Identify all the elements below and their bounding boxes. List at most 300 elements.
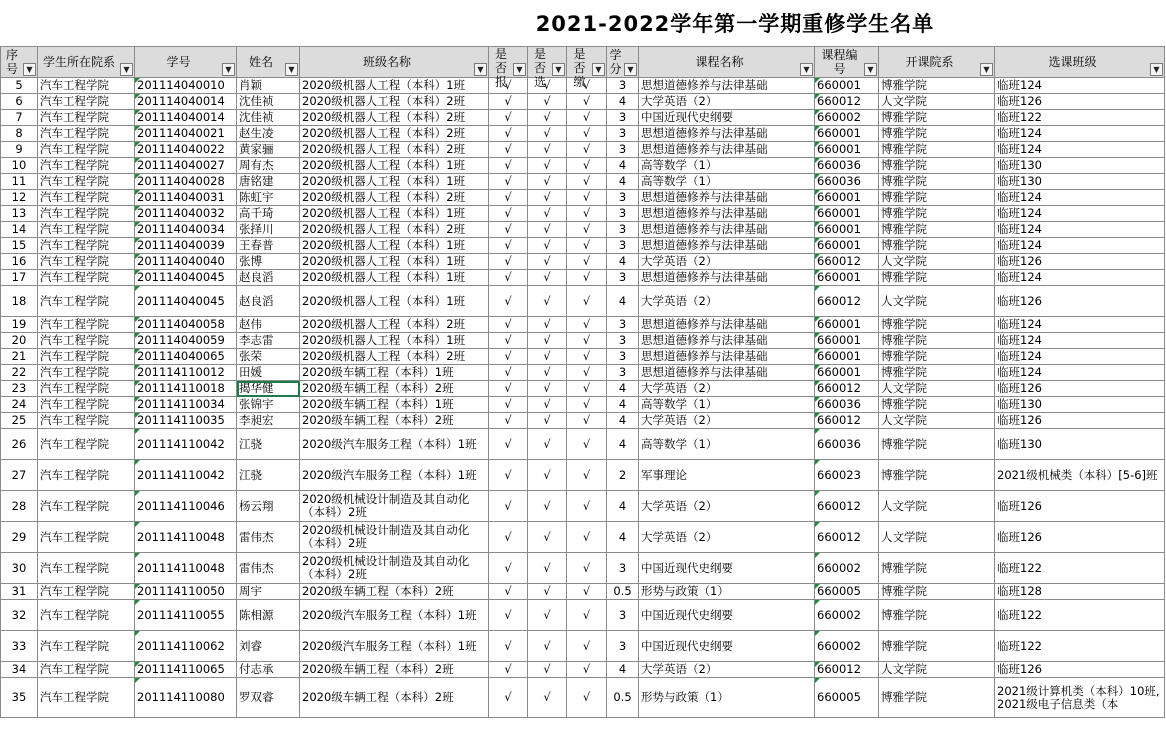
filter-dropdown-icon[interactable]: ▼ bbox=[222, 63, 235, 76]
cell-course[interactable]: 中国近现代史纲要 bbox=[639, 553, 815, 584]
cell-dept[interactable]: 汽车工程学院 bbox=[38, 317, 135, 333]
cell-dept[interactable]: 汽车工程学院 bbox=[38, 270, 135, 286]
cell-name[interactable]: 王春普 bbox=[237, 238, 300, 254]
cell-cls[interactable]: 2020级车辆工程（本科）2班 bbox=[300, 678, 489, 718]
cell-course[interactable]: 思想道德修养与法律基础 bbox=[639, 222, 815, 238]
cell-r2[interactable]: √ bbox=[528, 349, 567, 365]
cell-dept[interactable]: 汽车工程学院 bbox=[38, 429, 135, 460]
cell-credit[interactable]: 0.5 bbox=[607, 584, 639, 600]
cell-r3[interactable]: √ bbox=[567, 381, 607, 397]
cell-dept[interactable]: 汽车工程学院 bbox=[38, 631, 135, 662]
cell-cls[interactable]: 2020级机器人工程（本科）1班 bbox=[300, 174, 489, 190]
cell-no[interactable]: 27 bbox=[1, 460, 38, 491]
cell-cls[interactable]: 2020级机械设计制造及其自动化（本科）2班 bbox=[300, 491, 489, 522]
cell-sid[interactable]: 201114110018 bbox=[135, 381, 237, 397]
cell-r3[interactable]: √ bbox=[567, 270, 607, 286]
cell-r3[interactable]: √ bbox=[567, 78, 607, 94]
cell-no[interactable]: 10 bbox=[1, 158, 38, 174]
cell-sel[interactable]: 临班124 bbox=[995, 333, 1165, 349]
cell-dept[interactable]: 汽车工程学院 bbox=[38, 522, 135, 553]
cell-dept[interactable]: 汽车工程学院 bbox=[38, 397, 135, 413]
cell-cls[interactable]: 2020级机器人工程（本科）2班 bbox=[300, 142, 489, 158]
cell-name[interactable]: 沈佳祯 bbox=[237, 110, 300, 126]
cell-code[interactable]: 660001 bbox=[815, 126, 879, 142]
cell-course[interactable]: 思想道德修养与法律基础 bbox=[639, 190, 815, 206]
cell-dept[interactable]: 汽车工程学院 bbox=[38, 110, 135, 126]
cell-name[interactable]: 张荣 bbox=[237, 349, 300, 365]
cell-dept[interactable]: 汽车工程学院 bbox=[38, 333, 135, 349]
cell-no[interactable]: 17 bbox=[1, 270, 38, 286]
cell-cls[interactable]: 2020级车辆工程（本科）2班 bbox=[300, 413, 489, 429]
cell-dept[interactable]: 汽车工程学院 bbox=[38, 286, 135, 317]
cell-no[interactable]: 33 bbox=[1, 631, 38, 662]
cell-no[interactable]: 32 bbox=[1, 600, 38, 631]
cell-dept[interactable]: 汽车工程学院 bbox=[38, 460, 135, 491]
cell-sid[interactable]: 201114040034 bbox=[135, 222, 237, 238]
cell-dept[interactable]: 汽车工程学院 bbox=[38, 158, 135, 174]
cell-r3[interactable]: √ bbox=[567, 317, 607, 333]
cell-r2[interactable]: √ bbox=[528, 206, 567, 222]
cell-sid[interactable]: 201114110046 bbox=[135, 491, 237, 522]
cell-sid[interactable]: 201114040058 bbox=[135, 317, 237, 333]
cell-course[interactable]: 思想道德修养与法律基础 bbox=[639, 142, 815, 158]
cell-r3[interactable]: √ bbox=[567, 522, 607, 553]
filter-dropdown-icon[interactable]: ▼ bbox=[1150, 63, 1163, 76]
cell-name[interactable]: 江骁 bbox=[237, 429, 300, 460]
cell-r3[interactable]: √ bbox=[567, 365, 607, 381]
cell-r1[interactable]: √ bbox=[489, 365, 528, 381]
cell-credit[interactable]: 3 bbox=[607, 270, 639, 286]
filter-dropdown-icon[interactable]: ▼ bbox=[592, 63, 605, 76]
cell-r3[interactable]: √ bbox=[567, 94, 607, 110]
cell-sel[interactable]: 临班124 bbox=[995, 78, 1165, 94]
cell-cls[interactable]: 2020级机器人工程（本科）2班 bbox=[300, 349, 489, 365]
cell-cls[interactable]: 2020级机器人工程（本科）2班 bbox=[300, 222, 489, 238]
cell-sid[interactable]: 201114040040 bbox=[135, 254, 237, 270]
cell-odept[interactable]: 博雅学院 bbox=[879, 78, 995, 94]
cell-sel[interactable]: 临班124 bbox=[995, 349, 1165, 365]
cell-r2[interactable]: √ bbox=[528, 94, 567, 110]
cell-sel[interactable]: 临班130 bbox=[995, 158, 1165, 174]
cell-r2[interactable]: √ bbox=[528, 190, 567, 206]
cell-r2[interactable]: √ bbox=[528, 126, 567, 142]
cell-cls[interactable]: 2020级车辆工程（本科）2班 bbox=[300, 662, 489, 678]
cell-r3[interactable]: √ bbox=[567, 206, 607, 222]
cell-r3[interactable]: √ bbox=[567, 174, 607, 190]
cell-r2[interactable]: √ bbox=[528, 238, 567, 254]
cell-code[interactable]: 660012 bbox=[815, 522, 879, 553]
cell-no[interactable]: 9 bbox=[1, 142, 38, 158]
cell-name[interactable]: 唐铭建 bbox=[237, 174, 300, 190]
cell-dept[interactable]: 汽车工程学院 bbox=[38, 491, 135, 522]
cell-code[interactable]: 660012 bbox=[815, 254, 879, 270]
cell-no[interactable]: 35 bbox=[1, 678, 38, 718]
cell-sel[interactable]: 临班126 bbox=[995, 491, 1165, 522]
cell-name[interactable]: 揭华健 bbox=[237, 381, 300, 397]
cell-no[interactable]: 31 bbox=[1, 584, 38, 600]
cell-sel[interactable]: 临班126 bbox=[995, 413, 1165, 429]
cell-sid[interactable]: 201114110042 bbox=[135, 429, 237, 460]
cell-sid[interactable]: 201114040014 bbox=[135, 110, 237, 126]
cell-no[interactable]: 6 bbox=[1, 94, 38, 110]
cell-sel[interactable]: 临班124 bbox=[995, 190, 1165, 206]
cell-dept[interactable]: 汽车工程学院 bbox=[38, 190, 135, 206]
cell-sel[interactable]: 临班126 bbox=[995, 662, 1165, 678]
cell-r1[interactable]: √ bbox=[489, 600, 528, 631]
cell-no[interactable]: 12 bbox=[1, 190, 38, 206]
cell-code[interactable]: 660036 bbox=[815, 158, 879, 174]
cell-r1[interactable]: √ bbox=[489, 460, 528, 491]
cell-odept[interactable]: 博雅学院 bbox=[879, 333, 995, 349]
cell-r3[interactable]: √ bbox=[567, 254, 607, 270]
cell-r1[interactable]: √ bbox=[489, 110, 528, 126]
cell-sel[interactable]: 临班122 bbox=[995, 110, 1165, 126]
cell-credit[interactable]: 3 bbox=[607, 222, 639, 238]
cell-r3[interactable]: √ bbox=[567, 190, 607, 206]
cell-r3[interactable]: √ bbox=[567, 222, 607, 238]
cell-course[interactable]: 高等数学（1） bbox=[639, 174, 815, 190]
cell-r2[interactable]: √ bbox=[528, 381, 567, 397]
cell-r2[interactable]: √ bbox=[528, 365, 567, 381]
cell-code[interactable]: 660005 bbox=[815, 584, 879, 600]
cell-odept[interactable]: 博雅学院 bbox=[879, 349, 995, 365]
cell-odept[interactable]: 人文学院 bbox=[879, 94, 995, 110]
cell-name[interactable]: 高千琦 bbox=[237, 206, 300, 222]
cell-code[interactable]: 660001 bbox=[815, 333, 879, 349]
cell-course[interactable]: 高等数学（1） bbox=[639, 429, 815, 460]
cell-cls[interactable]: 2020级机器人工程（本科）1班 bbox=[300, 206, 489, 222]
cell-odept[interactable]: 博雅学院 bbox=[879, 429, 995, 460]
cell-cls[interactable]: 2020级汽车服务工程（本科）1班 bbox=[300, 429, 489, 460]
cell-course[interactable]: 大学英语（2） bbox=[639, 522, 815, 553]
cell-no[interactable]: 21 bbox=[1, 349, 38, 365]
cell-course[interactable]: 思想道德修养与法律基础 bbox=[639, 365, 815, 381]
cell-odept[interactable]: 博雅学院 bbox=[879, 678, 995, 718]
cell-r2[interactable]: √ bbox=[528, 270, 567, 286]
cell-r1[interactable]: √ bbox=[489, 397, 528, 413]
cell-code[interactable]: 660002 bbox=[815, 110, 879, 126]
cell-credit[interactable]: 3 bbox=[607, 126, 639, 142]
filter-dropdown-icon[interactable]: ▼ bbox=[23, 63, 36, 76]
cell-code[interactable]: 660012 bbox=[815, 662, 879, 678]
cell-credit[interactable]: 3 bbox=[607, 317, 639, 333]
cell-cls[interactable]: 2020级机器人工程（本科）1班 bbox=[300, 158, 489, 174]
cell-credit[interactable]: 3 bbox=[607, 553, 639, 584]
cell-r3[interactable]: √ bbox=[567, 584, 607, 600]
cell-name[interactable]: 张博 bbox=[237, 254, 300, 270]
cell-code[interactable]: 660002 bbox=[815, 600, 879, 631]
cell-name[interactable]: 肖颖 bbox=[237, 78, 300, 94]
cell-r2[interactable]: √ bbox=[528, 413, 567, 429]
cell-cls[interactable]: 2020级机器人工程（本科）2班 bbox=[300, 190, 489, 206]
filter-dropdown-icon[interactable]: ▼ bbox=[980, 63, 993, 76]
cell-r2[interactable]: √ bbox=[528, 397, 567, 413]
cell-code[interactable]: 660012 bbox=[815, 491, 879, 522]
cell-odept[interactable]: 人文学院 bbox=[879, 491, 995, 522]
cell-credit[interactable]: 2 bbox=[607, 460, 639, 491]
cell-r1[interactable]: √ bbox=[489, 678, 528, 718]
cell-cls[interactable]: 2020级机器人工程（本科）2班 bbox=[300, 94, 489, 110]
cell-name[interactable]: 沈佳祯 bbox=[237, 94, 300, 110]
cell-no[interactable]: 29 bbox=[1, 522, 38, 553]
cell-sel[interactable]: 临班126 bbox=[995, 94, 1165, 110]
cell-credit[interactable]: 4 bbox=[607, 254, 639, 270]
cell-credit[interactable]: 3 bbox=[607, 78, 639, 94]
cell-sid[interactable]: 201114040028 bbox=[135, 174, 237, 190]
cell-sid[interactable]: 201114040032 bbox=[135, 206, 237, 222]
cell-code[interactable]: 660023 bbox=[815, 460, 879, 491]
cell-credit[interactable]: 3 bbox=[607, 349, 639, 365]
cell-credit[interactable]: 3 bbox=[607, 190, 639, 206]
cell-r2[interactable]: √ bbox=[528, 522, 567, 553]
cell-course[interactable]: 中国近现代史纲要 bbox=[639, 631, 815, 662]
cell-r3[interactable]: √ bbox=[567, 429, 607, 460]
cell-r1[interactable]: √ bbox=[489, 333, 528, 349]
cell-no[interactable]: 11 bbox=[1, 174, 38, 190]
cell-course[interactable]: 形势与政策（1） bbox=[639, 678, 815, 718]
cell-code[interactable]: 660012 bbox=[815, 286, 879, 317]
cell-sel[interactable]: 临班124 bbox=[995, 270, 1165, 286]
cell-sel[interactable]: 临班126 bbox=[995, 286, 1165, 317]
cell-sid[interactable]: 201114110034 bbox=[135, 397, 237, 413]
cell-r1[interactable]: √ bbox=[489, 317, 528, 333]
cell-no[interactable]: 28 bbox=[1, 491, 38, 522]
cell-course[interactable]: 大学英语（2） bbox=[639, 381, 815, 397]
cell-credit[interactable]: 3 bbox=[607, 142, 639, 158]
cell-no[interactable]: 20 bbox=[1, 333, 38, 349]
cell-sel[interactable]: 临班130 bbox=[995, 174, 1165, 190]
cell-name[interactable]: 赵生凌 bbox=[237, 126, 300, 142]
cell-course[interactable]: 大学英语（2） bbox=[639, 662, 815, 678]
cell-dept[interactable]: 汽车工程学院 bbox=[38, 584, 135, 600]
cell-code[interactable]: 660001 bbox=[815, 238, 879, 254]
cell-dept[interactable]: 汽车工程学院 bbox=[38, 678, 135, 718]
cell-course[interactable]: 大学英语（2） bbox=[639, 413, 815, 429]
cell-name[interactable]: 杨云翔 bbox=[237, 491, 300, 522]
cell-sel[interactable]: 临班124 bbox=[995, 222, 1165, 238]
cell-cls[interactable]: 2020级机器人工程（本科）2班 bbox=[300, 110, 489, 126]
cell-name[interactable]: 张择川 bbox=[237, 222, 300, 238]
cell-code[interactable]: 660002 bbox=[815, 631, 879, 662]
cell-cls[interactable]: 2020级汽车服务工程（本科）1班 bbox=[300, 460, 489, 491]
cell-name[interactable]: 周宇 bbox=[237, 584, 300, 600]
cell-cls[interactable]: 2020级机器人工程（本科）1班 bbox=[300, 254, 489, 270]
cell-odept[interactable]: 博雅学院 bbox=[879, 365, 995, 381]
cell-code[interactable]: 660012 bbox=[815, 381, 879, 397]
cell-course[interactable]: 思想道德修养与法律基础 bbox=[639, 349, 815, 365]
cell-r3[interactable]: √ bbox=[567, 158, 607, 174]
cell-sid[interactable]: 201114110055 bbox=[135, 600, 237, 631]
cell-sid[interactable]: 201114040022 bbox=[135, 142, 237, 158]
cell-cls[interactable]: 2020级汽车服务工程（本科）1班 bbox=[300, 600, 489, 631]
cell-sel[interactable]: 临班122 bbox=[995, 600, 1165, 631]
cell-dept[interactable]: 汽车工程学院 bbox=[38, 553, 135, 584]
cell-odept[interactable]: 博雅学院 bbox=[879, 270, 995, 286]
cell-sid[interactable]: 201114110035 bbox=[135, 413, 237, 429]
cell-code[interactable]: 660002 bbox=[815, 553, 879, 584]
cell-cls[interactable]: 2020级机器人工程（本科）1班 bbox=[300, 78, 489, 94]
cell-code[interactable]: 660001 bbox=[815, 190, 879, 206]
cell-sel[interactable]: 临班122 bbox=[995, 553, 1165, 584]
cell-r2[interactable]: √ bbox=[528, 491, 567, 522]
cell-r1[interactable]: √ bbox=[489, 158, 528, 174]
cell-r1[interactable]: √ bbox=[489, 126, 528, 142]
cell-sel[interactable]: 临班128 bbox=[995, 584, 1165, 600]
cell-r1[interactable]: √ bbox=[489, 206, 528, 222]
cell-sid[interactable]: 201114110048 bbox=[135, 522, 237, 553]
cell-name[interactable]: 陈相源 bbox=[237, 600, 300, 631]
cell-odept[interactable]: 博雅学院 bbox=[879, 174, 995, 190]
cell-sid[interactable]: 201114040010 bbox=[135, 78, 237, 94]
cell-sid[interactable]: 201114040065 bbox=[135, 349, 237, 365]
cell-sel[interactable]: 临班126 bbox=[995, 381, 1165, 397]
cell-cls[interactable]: 2020级机械设计制造及其自动化（本科）2班 bbox=[300, 522, 489, 553]
cell-odept[interactable]: 博雅学院 bbox=[879, 600, 995, 631]
cell-r2[interactable]: √ bbox=[528, 286, 567, 317]
cell-r2[interactable]: √ bbox=[528, 254, 567, 270]
cell-odept[interactable]: 博雅学院 bbox=[879, 126, 995, 142]
cell-r3[interactable]: √ bbox=[567, 662, 607, 678]
cell-cls[interactable]: 2020级汽车服务工程（本科）1班 bbox=[300, 631, 489, 662]
cell-sid[interactable]: 201114110050 bbox=[135, 584, 237, 600]
cell-code[interactable]: 660012 bbox=[815, 94, 879, 110]
cell-credit[interactable]: 3 bbox=[607, 333, 639, 349]
cell-odept[interactable]: 博雅学院 bbox=[879, 110, 995, 126]
cell-r1[interactable]: √ bbox=[489, 662, 528, 678]
cell-odept[interactable]: 人文学院 bbox=[879, 413, 995, 429]
cell-sid[interactable]: 201114040045 bbox=[135, 286, 237, 317]
cell-r1[interactable]: √ bbox=[489, 94, 528, 110]
cell-course[interactable]: 大学英语（2） bbox=[639, 254, 815, 270]
cell-dept[interactable]: 汽车工程学院 bbox=[38, 206, 135, 222]
cell-r1[interactable]: √ bbox=[489, 190, 528, 206]
cell-name[interactable]: 李志雷 bbox=[237, 333, 300, 349]
cell-code[interactable]: 660036 bbox=[815, 429, 879, 460]
cell-course[interactable]: 思想道德修养与法律基础 bbox=[639, 317, 815, 333]
cell-sel[interactable]: 临班124 bbox=[995, 142, 1165, 158]
cell-no[interactable]: 5 bbox=[1, 78, 38, 94]
cell-credit[interactable]: 3 bbox=[607, 600, 639, 631]
cell-no[interactable]: 34 bbox=[1, 662, 38, 678]
filter-active-icon[interactable]: ▼ bbox=[120, 63, 133, 76]
cell-name[interactable]: 赵伟 bbox=[237, 317, 300, 333]
cell-sel[interactable]: 临班124 bbox=[995, 365, 1165, 381]
cell-cls[interactable]: 2020级机器人工程（本科）1班 bbox=[300, 333, 489, 349]
cell-r2[interactable]: √ bbox=[528, 662, 567, 678]
cell-no[interactable]: 19 bbox=[1, 317, 38, 333]
cell-cls[interactable]: 2020级车辆工程（本科）2班 bbox=[300, 381, 489, 397]
cell-dept[interactable]: 汽车工程学院 bbox=[38, 413, 135, 429]
cell-r2[interactable]: √ bbox=[528, 78, 567, 94]
cell-dept[interactable]: 汽车工程学院 bbox=[38, 349, 135, 365]
cell-sel[interactable]: 临班130 bbox=[995, 429, 1165, 460]
cell-cls[interactable]: 2020级机器人工程（本科）1班 bbox=[300, 286, 489, 317]
cell-r3[interactable]: √ bbox=[567, 491, 607, 522]
cell-r1[interactable]: √ bbox=[489, 631, 528, 662]
cell-r3[interactable]: √ bbox=[567, 238, 607, 254]
cell-sel[interactable]: 临班124 bbox=[995, 238, 1165, 254]
cell-sid[interactable]: 201114040014 bbox=[135, 94, 237, 110]
cell-cls[interactable]: 2020级机械设计制造及其自动化（本科）2班 bbox=[300, 553, 489, 584]
cell-cls[interactable]: 2020级机器人工程（本科）1班 bbox=[300, 270, 489, 286]
cell-course[interactable]: 中国近现代史纲要 bbox=[639, 600, 815, 631]
cell-r2[interactable]: √ bbox=[528, 460, 567, 491]
cell-sel[interactable]: 2021级计算机类（本科）10班,2021级电子信息类（本 bbox=[995, 678, 1165, 718]
cell-course[interactable]: 思想道德修养与法律基础 bbox=[639, 238, 815, 254]
cell-dept[interactable]: 汽车工程学院 bbox=[38, 174, 135, 190]
cell-sid[interactable]: 201114040039 bbox=[135, 238, 237, 254]
cell-code[interactable]: 660001 bbox=[815, 349, 879, 365]
cell-r1[interactable]: √ bbox=[489, 142, 528, 158]
cell-no[interactable]: 8 bbox=[1, 126, 38, 142]
cell-sel[interactable]: 临班124 bbox=[995, 206, 1165, 222]
cell-r2[interactable]: √ bbox=[528, 631, 567, 662]
cell-name[interactable]: 雷伟杰 bbox=[237, 522, 300, 553]
cell-credit[interactable]: 4 bbox=[607, 286, 639, 317]
cell-sid[interactable]: 201114110042 bbox=[135, 460, 237, 491]
cell-credit[interactable]: 4 bbox=[607, 522, 639, 553]
cell-r3[interactable]: √ bbox=[567, 678, 607, 718]
cell-dept[interactable]: 汽车工程学院 bbox=[38, 600, 135, 631]
cell-no[interactable]: 13 bbox=[1, 206, 38, 222]
cell-r2[interactable]: √ bbox=[528, 110, 567, 126]
cell-r1[interactable]: √ bbox=[489, 584, 528, 600]
cell-credit[interactable]: 3 bbox=[607, 238, 639, 254]
filter-dropdown-icon[interactable]: ▼ bbox=[513, 63, 526, 76]
cell-r1[interactable]: √ bbox=[489, 270, 528, 286]
cell-r1[interactable]: √ bbox=[489, 413, 528, 429]
cell-dept[interactable]: 汽车工程学院 bbox=[38, 254, 135, 270]
cell-course[interactable]: 高等数学（1） bbox=[639, 158, 815, 174]
cell-cls[interactable]: 2020级车辆工程（本科）1班 bbox=[300, 397, 489, 413]
cell-r2[interactable]: √ bbox=[528, 553, 567, 584]
cell-name[interactable]: 陈虹宇 bbox=[237, 190, 300, 206]
cell-sid[interactable]: 201114040027 bbox=[135, 158, 237, 174]
cell-code[interactable]: 660001 bbox=[815, 142, 879, 158]
cell-odept[interactable]: 博雅学院 bbox=[879, 460, 995, 491]
cell-no[interactable]: 14 bbox=[1, 222, 38, 238]
cell-r3[interactable]: √ bbox=[567, 397, 607, 413]
cell-r2[interactable]: √ bbox=[528, 222, 567, 238]
cell-name[interactable]: 李昶宏 bbox=[237, 413, 300, 429]
cell-dept[interactable]: 汽车工程学院 bbox=[38, 238, 135, 254]
cell-name[interactable]: 雷伟杰 bbox=[237, 553, 300, 584]
cell-r1[interactable]: √ bbox=[489, 522, 528, 553]
cell-r2[interactable]: √ bbox=[528, 174, 567, 190]
cell-odept[interactable]: 博雅学院 bbox=[879, 206, 995, 222]
cell-course[interactable]: 思想道德修养与法律基础 bbox=[639, 126, 815, 142]
cell-r1[interactable]: √ bbox=[489, 222, 528, 238]
cell-credit[interactable]: 3 bbox=[607, 631, 639, 662]
cell-r2[interactable]: √ bbox=[528, 142, 567, 158]
cell-sid[interactable]: 201114110012 bbox=[135, 365, 237, 381]
cell-code[interactable]: 660001 bbox=[815, 270, 879, 286]
cell-course[interactable]: 形势与政策（1） bbox=[639, 584, 815, 600]
cell-r1[interactable]: √ bbox=[489, 381, 528, 397]
cell-course[interactable]: 军事理论 bbox=[639, 460, 815, 491]
cell-cls[interactable]: 2020级机器人工程（本科）2班 bbox=[300, 126, 489, 142]
cell-code[interactable]: 660036 bbox=[815, 397, 879, 413]
cell-name[interactable]: 罗双睿 bbox=[237, 678, 300, 718]
cell-no[interactable]: 25 bbox=[1, 413, 38, 429]
filter-dropdown-icon[interactable]: ▼ bbox=[474, 63, 487, 76]
cell-sid[interactable]: 201114110048 bbox=[135, 553, 237, 584]
cell-odept[interactable]: 博雅学院 bbox=[879, 142, 995, 158]
cell-code[interactable]: 660005 bbox=[815, 678, 879, 718]
cell-odept[interactable]: 博雅学院 bbox=[879, 397, 995, 413]
cell-odept[interactable]: 博雅学院 bbox=[879, 317, 995, 333]
cell-r2[interactable]: √ bbox=[528, 317, 567, 333]
